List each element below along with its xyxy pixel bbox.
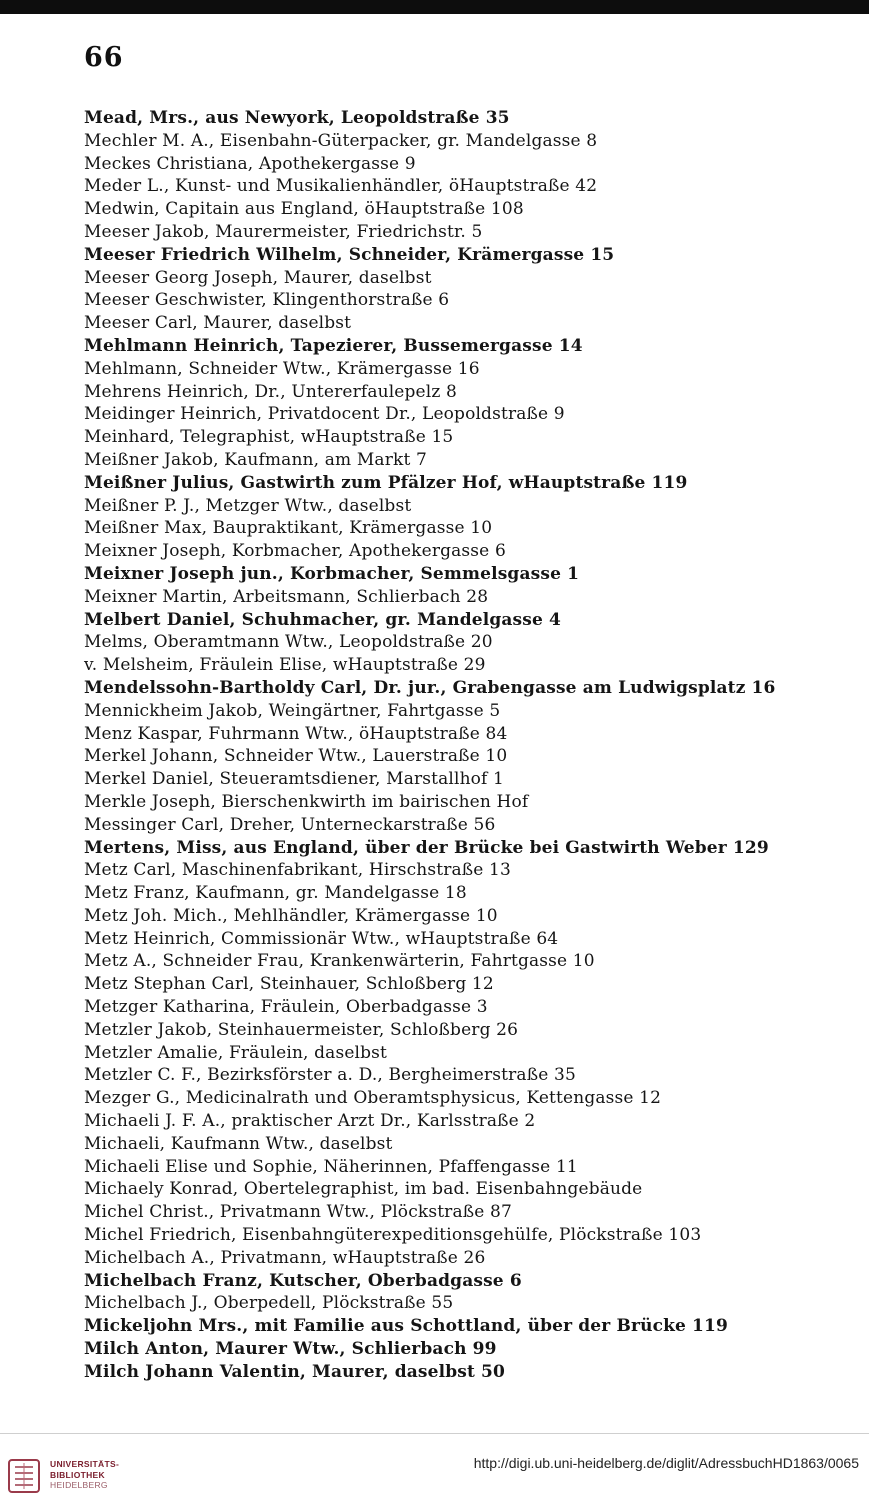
- directory-entry: Michaeli J. F. A., praktischer Arzt Dr., Karlsstraße 2: [84, 1111, 536, 1132]
- directory-entry: Mehlmann Heinrich, Tapezierer, Bussemergasse 14: [84, 335, 583, 356]
- university-library-logo[interactable]: [6, 1455, 136, 1499]
- page-number: 66: [84, 42, 124, 73]
- directory-entry: Metz Carl, Maschinenfabrikant, Hirschstraße 13: [84, 860, 511, 881]
- directory-entry: Michaeli Elise und Sophie, Näherinnen, Pfaffengasse 11: [84, 1156, 578, 1177]
- directory-entry: Merkel Johann, Schneider Wtw., Lauerstraße 10: [84, 746, 508, 767]
- directory-entry: Melbert Daniel, Schuhmacher, gr. Mandelgasse 4: [84, 609, 561, 630]
- directory-entry: Metzger Katharina, Fräulein, Oberbadgasse 3: [84, 997, 488, 1018]
- directory-entry: Michelbach J., Oberpedell, Plöckstraße 55: [84, 1293, 454, 1314]
- directory-entry: Meeser Jakob, Maurermeister, Friedrichstr. 5: [84, 221, 483, 242]
- directory-entry: Metzler Jakob, Steinhauermeister, Schloßberg 26: [84, 1019, 519, 1040]
- directory-entry: Meidinger Heinrich, Privatdocent Dr., Leopoldstraße 9: [84, 404, 565, 425]
- directory-entry: Milch Anton, Maurer Wtw., Schlierbach 99: [84, 1339, 497, 1360]
- directory-entry: Metz Heinrich, Commissionär Wtw., wHauptstraße 64: [84, 928, 559, 949]
- directory-entry: Meixner Martin, Arbeitsmann, Schlierbach 28: [84, 586, 489, 607]
- directory-entry: Metz A., Schneider Frau, Krankenwärterin, Fahrtgasse 10: [84, 951, 595, 972]
- directory-entry: Mehlmann, Schneider Wtw., Krämergasse 16: [84, 358, 480, 379]
- directory-entry: Meißner Julius, Gastwirth zum Pfälzer Hof, wHauptstraße 119: [84, 472, 688, 493]
- directory-entry: v. Melsheim, Fräulein Elise, wHauptstraße 29: [84, 655, 486, 676]
- directory-entry: Meißner Max, Baupraktikant, Krämergasse 10: [84, 518, 493, 539]
- library-name: [50, 1459, 119, 1491]
- directory-entry: Mendelssohn-Bartholdy Carl, Dr. jur., Grabengasse am Ludwigsplatz 16: [84, 677, 776, 698]
- directory-entry: Meixner Joseph jun., Korbmacher, Semmelsgasse 1: [84, 563, 580, 584]
- directory-entry: Meißner Jakob, Kaufmann, am Markt 7: [84, 449, 427, 470]
- directory-entry: Metz Stephan Carl, Steinhauer, Schloßberg 12: [84, 974, 494, 995]
- directory-entry: Michel Christ., Privatmann Wtw., Plöckstraße 87: [84, 1202, 512, 1223]
- directory-entry: Messinger Carl, Dreher, Unterneckarstraße 56: [84, 814, 496, 835]
- directory-entry: Menz Kaspar, Fuhrmann Wtw., öHauptstraße 84: [84, 723, 508, 744]
- directory-entry: Michel Friedrich, Eisenbahngüterexpeditionsgehülfe, Plöckstraße 103: [84, 1225, 702, 1246]
- directory-entry: Michelbach Franz, Kutscher, Oberbadgasse 6: [84, 1270, 522, 1291]
- footer-divider: [0, 1433, 869, 1434]
- directory-entry: Michaely Konrad, Obertelegraphist, im bad. Eisenbahngebäude: [84, 1179, 643, 1200]
- directory-entry: Meinhard, Telegraphist, wHauptstraße 15: [84, 427, 454, 448]
- directory-entry: Mehrens Heinrich, Dr., Untererfaulepelz 8: [84, 381, 457, 402]
- directory-entry: Metzler Amalie, Fräulein, daselbst: [84, 1042, 388, 1063]
- directory-entry: Mickeljohn Mrs., mit Familie aus Schottland, über der Brücke 119: [84, 1316, 728, 1337]
- directory-entry: Metz Joh. Mich., Mehlhändler, Krämergasse 10: [84, 905, 498, 926]
- directory-entry: Meeser Georg Joseph, Maurer, daselbst: [84, 267, 432, 288]
- directory-entry: Metzler C. F., Bezirksförster a. D., Bergheimerstraße 35: [84, 1065, 576, 1086]
- directory-entry: Mead, Mrs., aus Newyork, Leopoldstraße 35: [84, 108, 510, 128]
- directory-entry: Mennickheim Jakob, Weingärtner, Fahrtgasse 5: [84, 700, 501, 721]
- directory-entry: Medwin, Capitain aus England, öHauptstraße 108: [84, 199, 524, 220]
- directory-entry: Meeser Geschwister, Klingenthorstraße 6: [84, 290, 450, 311]
- library-seal-icon: [6, 1457, 42, 1495]
- logo-line-3: HEIDELBERG: [50, 1480, 108, 1490]
- directory-entry: Metz Franz, Kaufmann, gr. Mandelgasse 18: [84, 883, 467, 904]
- directory-entry: Michaeli, Kaufmann Wtw., daselbst: [84, 1133, 393, 1154]
- directory-entry: Meder L., Kunst- und Musikalienhändler, öHauptstraße 42: [84, 176, 598, 197]
- logo-line-1: UNIVERSITÄTS-: [50, 1459, 120, 1469]
- directory-entry: Melms, Oberamtmann Wtw., Leopoldstraße 20: [84, 632, 493, 653]
- logo-line-2: BIBLIOTHEK: [50, 1469, 105, 1480]
- directory-entry: Mechler M. A., Eisenbahn-Güterpacker, gr. Mandelgasse 8: [84, 130, 598, 151]
- directory-entry: Meeser Friedrich Wilhelm, Schneider, Krämergasse 15: [84, 244, 615, 265]
- directory-entry: Meeser Carl, Maurer, daselbst: [84, 313, 352, 334]
- directory-entry: Merkel Daniel, Steueramtsdiener, Marstallhof 1: [84, 769, 505, 790]
- directory-entry: Meckes Christiana, Apothekergasse 9: [84, 153, 416, 174]
- directory-entry: Mertens, Miss, aus England, über der Brücke bei Gastwirth Weber 129: [84, 837, 769, 858]
- top-border-bar: [0, 0, 869, 14]
- directory-entry: Meißner P. J., Metzger Wtw., daselbst: [84, 495, 412, 516]
- directory-entry: Merkle Joseph, Bierschenkwirth im bairischen Hof: [84, 791, 529, 812]
- source-url-link[interactable]: http://digi.ub.uni-heidelberg.de/diglit/AdressbuchHD1863/0065: [473, 1455, 859, 1471]
- directory-entry: Mezger G., Medicinalrath und Oberamtsphysicus, Kettengasse 12: [84, 1088, 662, 1109]
- directory-entry: Milch Johann Valentin, Maurer, daselbst 50: [84, 1361, 505, 1382]
- directory-entry: Michelbach A., Privatmann, wHauptstraße 26: [84, 1247, 486, 1268]
- directory-entries-list: [84, 107, 824, 1384]
- directory-entry: Meixner Joseph, Korbmacher, Apothekergasse 6: [84, 541, 506, 562]
